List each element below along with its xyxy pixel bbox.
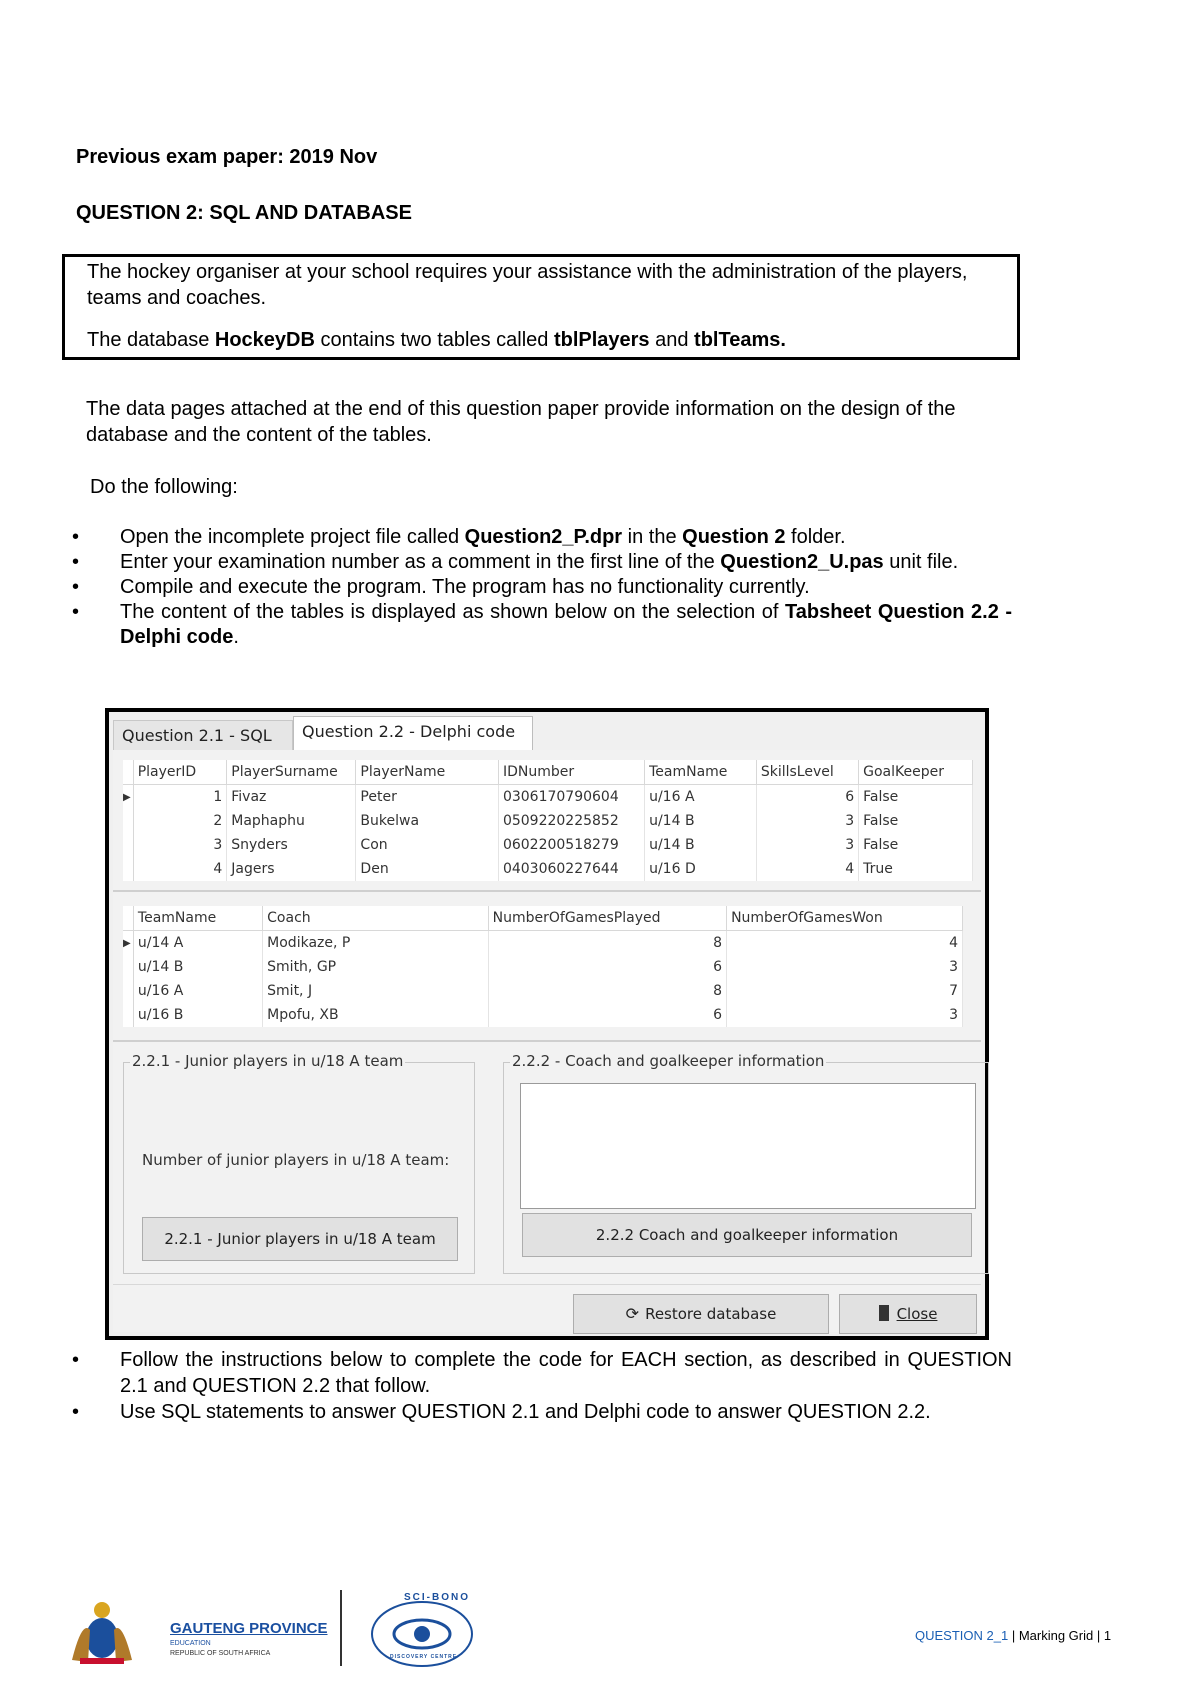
door-icon xyxy=(879,1305,889,1321)
row-indicator-icon: ▶ xyxy=(123,785,133,810)
table-row[interactable]: 3 Snyders Con 0602200518279 u/14 B 3 False xyxy=(123,833,973,857)
table-row[interactable]: u/14 B Smith, GP 6 3 xyxy=(123,955,963,979)
divider xyxy=(113,1040,981,1042)
group-caption: 2.2.2 - Coach and goalkeeper information xyxy=(512,1052,825,1070)
column-header[interactable]: PlayerSurname xyxy=(227,760,356,785)
table-row[interactable]: ▶ 1 Fivaz Peter 0306170790604 u/16 A 6 False xyxy=(123,785,973,810)
table-row[interactable]: ▶ u/14 A Modikaze, P 8 4 xyxy=(123,931,963,956)
logo-divider xyxy=(340,1590,342,1666)
page-number: 1 xyxy=(1103,1628,1112,1643)
page-footer-label: QUESTION 2_1 | Marking Grid | 1 xyxy=(915,1628,1112,1643)
discovery-centre-text: DISCOVERY CENTRE xyxy=(390,1654,458,1660)
divider xyxy=(113,1284,981,1285)
close-button[interactable]: Close xyxy=(839,1294,977,1334)
intro-box-line2: The database HockeyDB contains two tables called tblPlayers and tblTeams. xyxy=(87,329,786,351)
table-row[interactable]: 2 Maphaphu Bukelwa 0509220225852 u/14 B 3 False xyxy=(123,809,973,833)
table-row[interactable]: 4 Jagers Den 0403060227644 u/16 D 4 True xyxy=(123,857,973,881)
players-header-row xyxy=(123,760,973,785)
tab-delphi-code[interactable]: Question 2.2 - Delphi code xyxy=(293,716,533,751)
divider xyxy=(113,890,981,892)
intro-box xyxy=(62,254,1020,360)
column-header[interactable]: IDNumber xyxy=(498,760,644,785)
coat-of-arms-logo xyxy=(62,1590,142,1670)
exam-title: Previous exam paper: 2019 Nov xyxy=(76,146,378,168)
education-text: EDUCATION xyxy=(170,1640,211,1647)
group-coach-goalkeeper xyxy=(503,1052,989,1274)
list-item: • Open the incomplete project file called Question2_P.dpr in the Question 2 folder. xyxy=(72,525,1012,550)
tab-bar xyxy=(113,716,981,751)
table-row[interactable]: u/16 A Smit, J 8 7 xyxy=(123,979,963,1003)
column-header[interactable]: PlayerName xyxy=(356,760,499,785)
column-header[interactable]: Coach xyxy=(263,906,488,931)
do-following: Do the following: xyxy=(90,476,238,498)
row-indicator-icon: ▶ xyxy=(123,931,133,956)
rsa-text: REPUBLIC OF SOUTH AFRICA xyxy=(170,1650,271,1657)
instruction-list-2 xyxy=(72,1347,1012,1425)
tab-sql[interactable]: Question 2.1 - SQL xyxy=(113,720,293,750)
column-header[interactable]: TeamName xyxy=(133,906,262,931)
column-header[interactable]: NumberOfGamesWon xyxy=(727,906,963,931)
refresh-icon: ⟳ xyxy=(625,1304,640,1323)
list-item: • Compile and execute the program. The program has no functionality currently. xyxy=(72,575,1012,600)
question-title: QUESTION 2: SQL AND DATABASE xyxy=(76,202,412,224)
coach-goalkeeper-button[interactable]: 2.2.2 Coach and goalkeeper information xyxy=(522,1213,972,1257)
teams-header-row xyxy=(123,906,963,931)
column-header[interactable]: GoalKeeper xyxy=(859,760,973,785)
intro-paragraph: The data pages attached at the end of this question paper provide information on the design of the database and the content of the tables. xyxy=(86,398,956,446)
intro-box-line1: The hockey organiser at your school requires your assistance with the administration of the players, teams and coaches. xyxy=(87,261,968,309)
gauteng-province-text: GAUTENG PROVINCE xyxy=(170,1620,328,1637)
instruction-list xyxy=(72,525,1012,650)
list-item: • Enter your examination number as a comment in the first line of the Question2_U.pas unit file. xyxy=(72,550,1012,575)
app-screenshot xyxy=(105,708,989,1340)
list-item: • Use SQL statements to answer QUESTION 2.1 and Delphi code to answer QUESTION 2.2. xyxy=(72,1399,1012,1425)
tab-panel xyxy=(113,750,981,1332)
column-header[interactable]: NumberOfGamesPlayed xyxy=(488,906,726,931)
group-caption: 2.2.1 - Junior players in u/18 A team xyxy=(132,1052,404,1070)
list-item: • The content of the tables is displayed as shown below on the selection of Tabsheet Question 2.2 - Delphi code. xyxy=(72,600,1012,650)
restore-database-button[interactable]: ⟳ Restore database xyxy=(573,1294,829,1334)
group-junior-players xyxy=(123,1052,475,1274)
players-grid[interactable] xyxy=(123,760,973,881)
teams-grid[interactable] xyxy=(123,906,963,1027)
junior-players-label: Number of junior players in u/18 A team: xyxy=(142,1151,450,1169)
sci-bono-text: SCI-BONO xyxy=(404,1592,470,1603)
coach-goalkeeper-memo[interactable] xyxy=(520,1083,976,1209)
list-item: • Follow the instructions below to complete the code for EACH section, as described in QUESTION 2.1 and QUESTION 2.2 that follow. xyxy=(72,1347,1012,1399)
column-header[interactable]: PlayerID xyxy=(133,760,227,785)
column-header[interactable]: SkillsLevel xyxy=(756,760,858,785)
junior-players-button[interactable]: 2.2.1 - Junior players in u/18 A team xyxy=(142,1217,458,1261)
table-row[interactable]: u/16 B Mpofu, XB 6 3 xyxy=(123,1003,963,1027)
footer-logos xyxy=(62,1590,502,1670)
column-header[interactable]: TeamName xyxy=(645,760,757,785)
